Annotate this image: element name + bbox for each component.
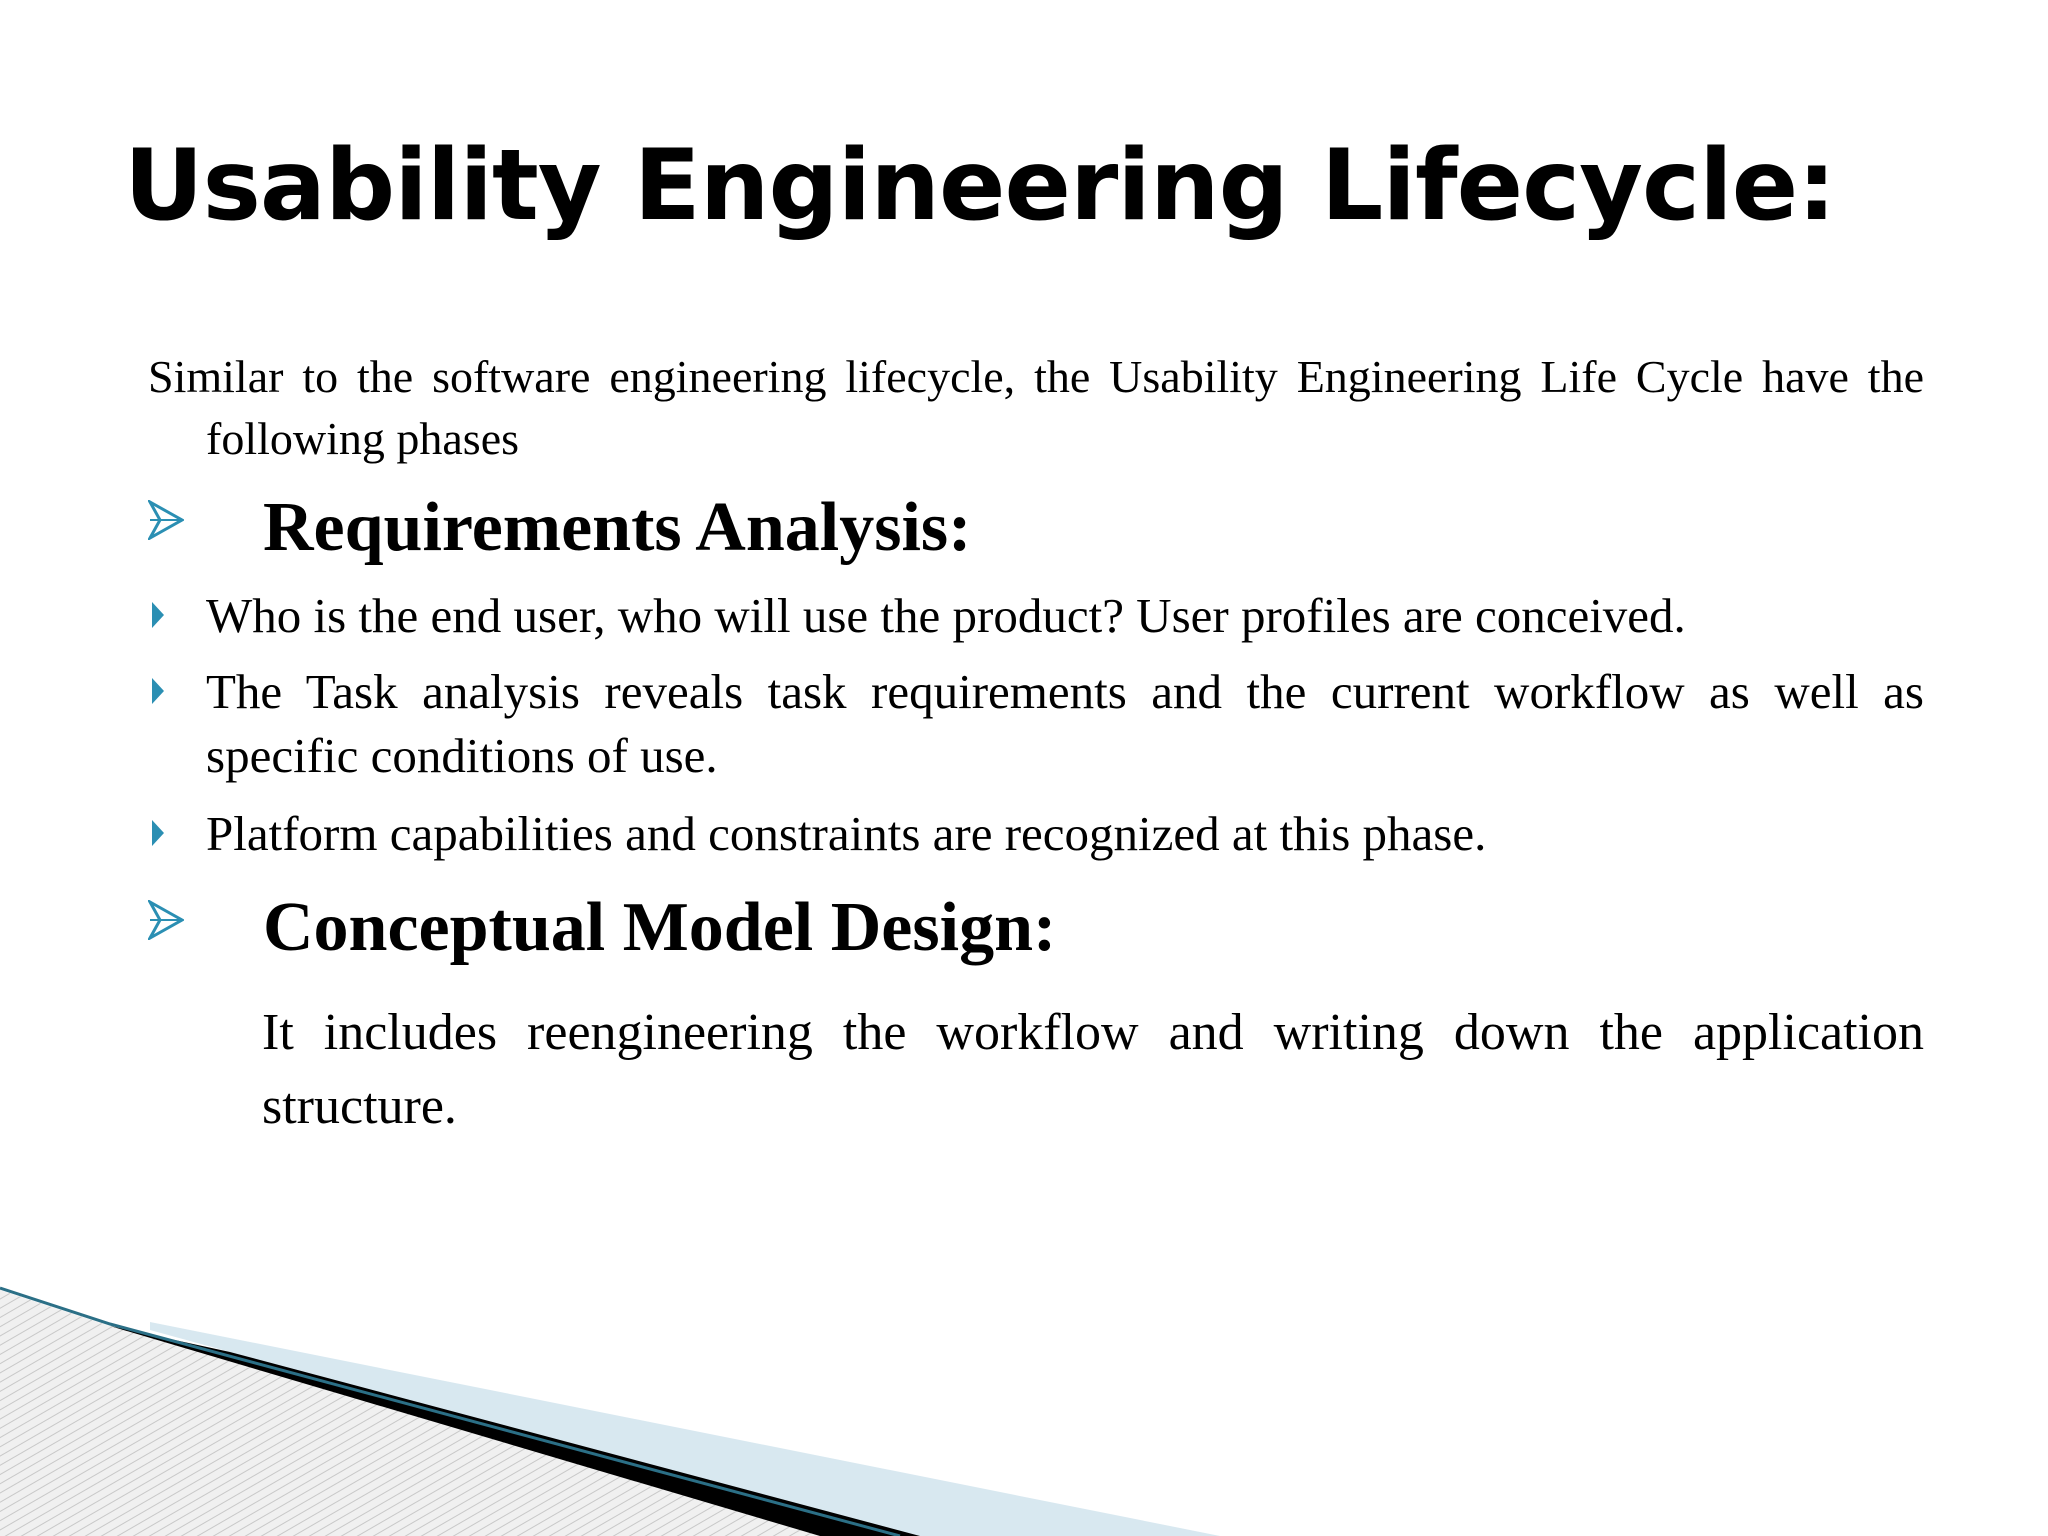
list-item — [148, 660, 1924, 788]
bullet-text: Who is the end user, who will use the product? User profiles are conceived. — [206, 588, 1686, 643]
triangle-right-icon — [152, 602, 164, 628]
arrowhead-icon — [148, 900, 184, 940]
triangle-right-icon — [152, 678, 164, 704]
conceptual-paragraph: It includes reengineering the workflow and writing down the application structure. — [262, 1004, 1924, 1135]
section-heading-label: Requirements Analysis: — [263, 489, 972, 566]
intro-paragraph: Similar to the software engineering lifecycle, the Usability Engineering Life Cycle have the following phases — [148, 351, 1924, 464]
decorative-swoosh — [0, 1280, 2048, 1536]
list-item — [148, 584, 1924, 648]
bullet-text: The Task analysis reveals task requirements and the current workflow as well as specific conditions of use. — [206, 664, 1924, 783]
slide-title: Usability Engineering Lifecycle: — [124, 129, 1836, 243]
arrowhead-icon — [148, 500, 184, 540]
triangle-right-icon — [152, 820, 164, 846]
bullet-text: Platform capabilities and constraints are recognized at this phase. — [206, 806, 1487, 861]
section-heading-label: Conceptual Model Design: — [263, 889, 1057, 966]
list-item — [148, 802, 1924, 866]
